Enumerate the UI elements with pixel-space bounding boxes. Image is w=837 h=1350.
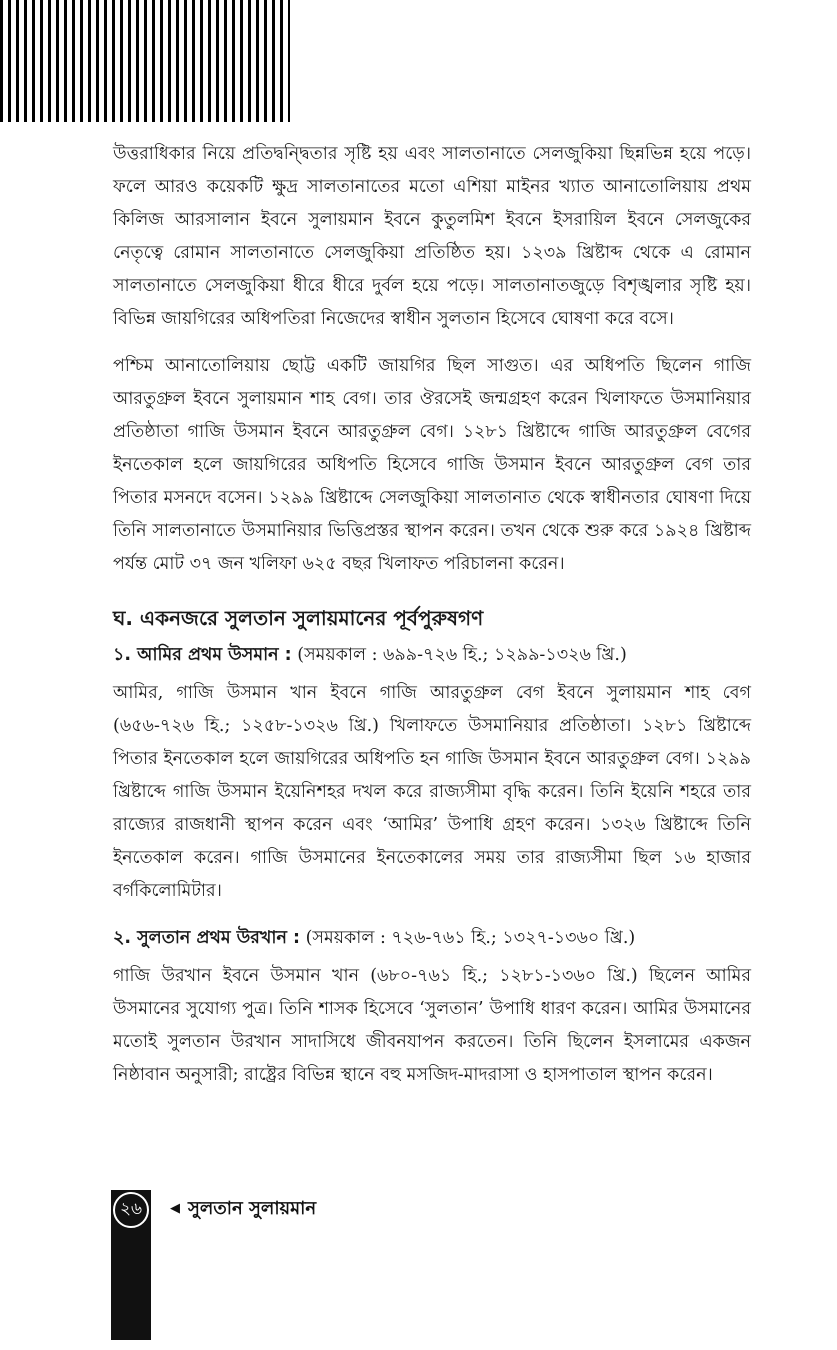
decorative-stripes [0, 0, 290, 122]
paragraph: পশ্চিম আনাতোলিয়ায় ছোট্ট একটি জায়গির ছিল সাগুত। এর অধিপতি ছিলেন গাজি আরতুগ্রুল ইবনে সুলায়মান শাহ বেগ। তার ঔরসেই জন্মগ্রহণ করেন খিলাফতে উসমানিয়ার প্রতিষ্ঠাতা গাজি উসমান ইবনে আরতুগ্রুল বেগ। ১২৮১ খ্রিষ্টাব্দে গাজি আরতুগ্রুল বেগের ইনতেকাল হলে জায়গিরের অধিপতি হিসেবে গাজি উসমান ইবনে আরতুগ্রুল বেগ তার পিতার মসনদে বসেন। ১২৯৯ খ্রিষ্টাব্দে সেলজুকিয়া সালতানাত থেকে স্বাধীনতার ঘোষণা দিয়ে তিনি সালতানাতে উসমানিয়ার ভিত্তিপ্রস্তর স্থাপন করেন। তখন থেকে শুরু করে ১৯২৪ খ্রিষ্টাব্দ পর্যন্ত মোট ৩৭ জন খলিফা ৬২৫ বছর খিলাফত পরিচালনা করেন। [113, 356, 751, 574]
book-title: সুলতান সুলায়মান [188, 1198, 317, 1219]
left-triangle-icon: ◀ [170, 1201, 180, 1216]
page-number-ring [113, 1192, 149, 1228]
paragraph: আমির, গাজি উসমান খান ইবনে গাজি আরতুগ্রুল বেগ ইবনে সুলায়মান শাহ বেগ (৬৫৬-৭২৬ হি.; ১২৫৮-১৩২৬ খ্রি.) খিলাফতে উসমানিয়ার প্রতিষ্ঠাতা। ১২৮১ খ্রিষ্টাব্দে পিতার ইনতেকাল হলে জায়গিরের অধিপতি হন গাজি উসমান ইবনে আরতুগ্রুল বেগ। ১২৯৯ খ্রিষ্টাব্দে গাজি উসমান ইয়েনিশহর দখল করে রাজ্যসীমা বৃদ্ধি করেন। তিনি ইয়েনি শহরে তার রাজ্যের রাজধানী স্থাপন করেন এবং ‘আমির’ উপাধি গ্রহণ করেন। ১৩২৬ খ্রিষ্টাব্দে তিনি ইনতেকাল করেন। গাজি উসমানের ইনতেকালের সময় তার রাজ্যসীমা ছিল ১৬ হাজার বর্গকিলোমিটার। [113, 683, 751, 901]
ruler-title: ২. সুলতান প্রথম উরখান : [113, 928, 301, 948]
ruler-period: (সময়কাল : ৭২৬-৭৬১ হি.; ১৩২৭-১৩৬০ খ্রি.) [305, 928, 636, 948]
ruler-heading [113, 922, 751, 954]
paragraph: গাজি উরখান ইবনে উসমান খান (৬৮০-৭৬১ হি.; ১২৮১-১৩৬০ খ্রি.) ছিলেন আমির উসমানের সুযোগ্য পুত্র। তিনি শাসক হিসেবে ‘সুলতান’ উপাধি ধারণ করেন। আমির উসমানের মতোই সুলতান উরখান সাদাসিধে জীবনযাপন করতেন। তিনি ছিলেন ইসলামের একজন নিষ্ঠাবান অনুসারী; রাষ্ট্রের বিভিন্ন স্থানে বহু মসজিদ-মাদরাসা ও হাসপাতাল স্থাপন করেন। [113, 966, 751, 1085]
page-number: ২৬ [111, 1190, 151, 1228]
paragraph: উত্তরাধিকার নিয়ে প্রতিদ্বন্দ্বিতার সৃষ্টি হয় এবং সালতানাতে সেলজুকিয়া ছিন্নভিন্ন হয়ে পড়ে। ফলে আরও কয়েকটি ক্ষুদ্র সালতানাতের মতো এশিয়া মাইনর খ্যাত আনাতোলিয়ায় প্রথম কিলিজ আরসালান ইবনে সুলায়মান ইবনে কুতুলমিশ ইবনে ইসরায়িল ইবনে সেলজুকের নেতৃত্বে রোমান সালতানাতে সেলজুকিয়া প্রতিষ্ঠিত হয়। ১২৩৯ খ্রিষ্টাব্দ থেকে এ রোমান সালতানাতে সেলজুকিয়া ধীরে ধীরে দুর্বল হয়ে পড়ে। সালতানাতজুড়ে বিশৃঙ্খলার সৃষ্টি হয়। বিভিন্ন জায়গিরের অধিপতিরা নিজেদের স্বাধীন সুলতান হিসেবে ঘোষণা করে বসে। [113, 144, 751, 329]
section-heading: ঘ. একনজরে সুলতান সুলায়মানের পূর্বপুরুষগণ [113, 606, 484, 630]
running-head [170, 1196, 316, 1222]
ruler-heading [113, 639, 751, 671]
ruler-title: ১. আমির প্রথম উসমান : [113, 645, 292, 665]
ruler-period: (সময়কাল : ৬৯৯-৭২৬ হি.; ১২৯৯-১৩২৬ খ্রি.) [297, 645, 627, 665]
page-body [113, 138, 751, 1106]
